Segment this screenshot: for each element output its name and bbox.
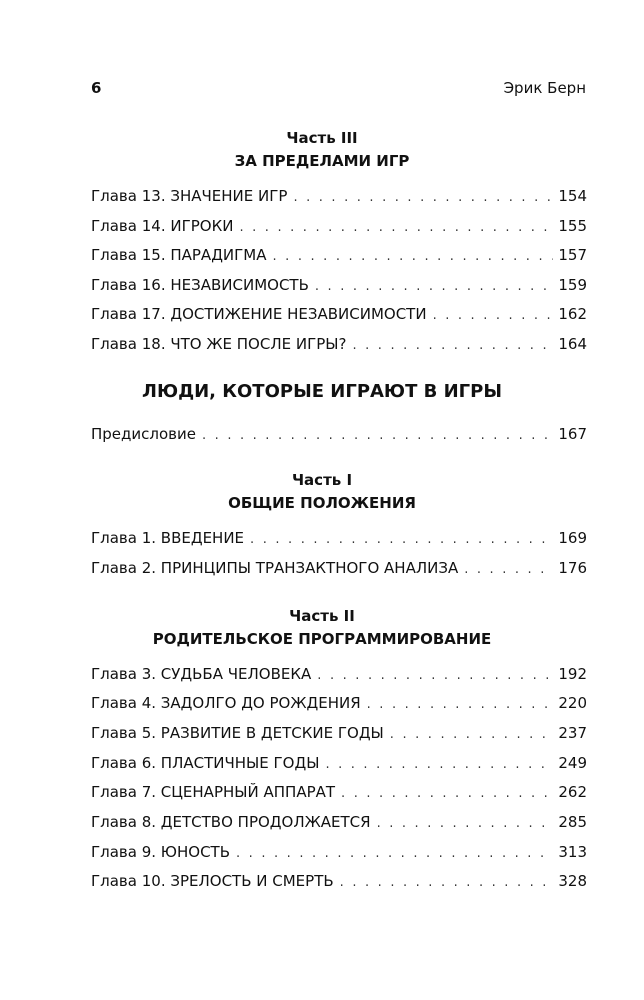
toc-entry-page: 157	[558, 246, 587, 264]
toc-entry-label: Глава 4. ЗАДОЛГО ДО РОЖДЕНИЯ	[91, 694, 361, 712]
part-i-title: ОБЩИЕ ПОЛОЖЕНИЯ	[228, 494, 416, 512]
toc-entry-label: Глава 15. ПАРАДИГМА	[91, 246, 267, 264]
toc-leader-dots	[367, 695, 553, 715]
toc-entry[interactable]	[91, 334, 587, 354]
toc-leader-dots	[293, 188, 553, 208]
toc-entry[interactable]	[91, 753, 587, 773]
toc-leader-dots	[236, 844, 553, 864]
toc-entry-page: 162	[558, 305, 587, 323]
toc-entry-label: Глава 17. ДОСТИЖЕНИЕ НЕЗАВИСИМОСТИ	[91, 305, 427, 323]
toc-leader-dots	[352, 336, 553, 356]
toc-entry-page: 176	[558, 559, 587, 577]
toc-entry-page: 155	[558, 217, 587, 235]
toc-entry-label: Глава 18. ЧТО ЖЕ ПОСЛЕ ИГРЫ?	[91, 335, 347, 353]
toc-entry-page: 192	[558, 665, 587, 683]
toc-entry[interactable]	[91, 693, 587, 713]
part-ii-label: Часть II	[289, 607, 355, 625]
toc-entry-label: Предисловие	[91, 425, 196, 443]
toc-entry[interactable]	[91, 664, 587, 684]
toc-entry-label: Глава 8. ДЕТСТВО ПРОДОЛЖАЕТСЯ	[91, 813, 371, 831]
toc-entry-label: Глава 10. ЗРЕЛОСТЬ И СМЕРТЬ	[91, 872, 334, 890]
toc-entry[interactable]	[91, 812, 587, 832]
toc-entry-page: 159	[558, 276, 587, 294]
part-iii-title: ЗА ПРЕДЕЛАМИ ИГР	[234, 152, 410, 170]
toc-entry-label: Глава 16. НЕЗАВИСИМОСТЬ	[91, 276, 309, 294]
toc-entry[interactable]	[91, 558, 587, 578]
toc-leader-dots	[317, 666, 553, 686]
toc-entry-page: 285	[558, 813, 587, 831]
toc-leader-dots	[202, 426, 553, 446]
toc-entry-page: 154	[558, 187, 587, 205]
toc-entry-label: Глава 14. ИГРОКИ	[91, 217, 234, 235]
toc-entry[interactable]	[91, 304, 587, 324]
toc-leader-dots	[341, 784, 553, 804]
toc-entry[interactable]	[91, 186, 587, 206]
toc-entry-label: Глава 1. ВВЕДЕНИЕ	[91, 529, 245, 547]
toc-entry-label: Глава 9. ЮНОСТЬ	[91, 843, 231, 861]
toc-entry[interactable]	[91, 245, 587, 265]
part-i-label: Часть I	[291, 471, 353, 489]
toc-entry[interactable]	[91, 723, 587, 743]
book-title: ЛЮДИ, КОТОРЫЕ ИГРАЮТ В ИГРЫ	[142, 381, 502, 402]
toc-entry-page: 220	[558, 694, 587, 712]
toc-entry-page: 237	[558, 724, 587, 742]
toc-entry-preface[interactable]	[91, 424, 587, 444]
toc-entry-label: Глава 13. ЗНАЧЕНИЕ ИГР	[91, 187, 288, 205]
toc-entry[interactable]	[91, 871, 587, 891]
toc-entry-page: 249	[558, 754, 587, 772]
toc-entry-page: 328	[558, 872, 587, 890]
toc-leader-dots	[239, 218, 553, 238]
toc-leader-dots	[325, 755, 553, 775]
toc-leader-dots	[390, 725, 553, 745]
toc-entry-label: Глава 6. ПЛАСТИЧНЫЕ ГОДЫ	[91, 754, 320, 772]
toc-entry-page: 262	[558, 783, 587, 801]
part-ii-title: РОДИТЕЛЬСКОЕ ПРОГРАММИРОВАНИЕ	[152, 630, 492, 648]
toc-entry-label: Глава 5. РАЗВИТИЕ В ДЕТСКИЕ ГОДЫ	[91, 724, 384, 742]
toc-entry-page: 313	[558, 843, 587, 861]
toc-leader-dots	[433, 306, 553, 326]
toc-entry-page: 164	[558, 335, 587, 353]
toc-entry-label: Глава 7. СЦЕНАРНЫЙ АППАРАТ	[91, 783, 336, 801]
toc-entry[interactable]	[91, 275, 587, 295]
toc-entry[interactable]	[91, 528, 587, 548]
toc-leader-dots	[250, 530, 553, 550]
part-iii-label: Часть III	[286, 129, 358, 147]
running-head-author: Эрик Берн	[503, 79, 586, 97]
toc-entry-page: 167	[558, 425, 587, 443]
toc-leader-dots	[464, 560, 553, 580]
toc-entry[interactable]	[91, 842, 587, 862]
toc-leader-dots	[340, 873, 553, 893]
toc-leader-dots	[273, 247, 554, 267]
toc-entry[interactable]	[91, 782, 587, 802]
toc-entry-page: 169	[558, 529, 587, 547]
toc-leader-dots	[377, 814, 553, 834]
page-number: 6	[91, 79, 102, 97]
toc-entry-label: Глава 2. ПРИНЦИПЫ ТРАНЗАКТНОГО АНАЛИЗА	[91, 559, 459, 577]
toc-entry-label: Глава 3. СУДЬБА ЧЕЛОВЕКА	[91, 665, 312, 683]
toc-leader-dots	[315, 277, 553, 297]
toc-entry[interactable]	[91, 216, 587, 236]
